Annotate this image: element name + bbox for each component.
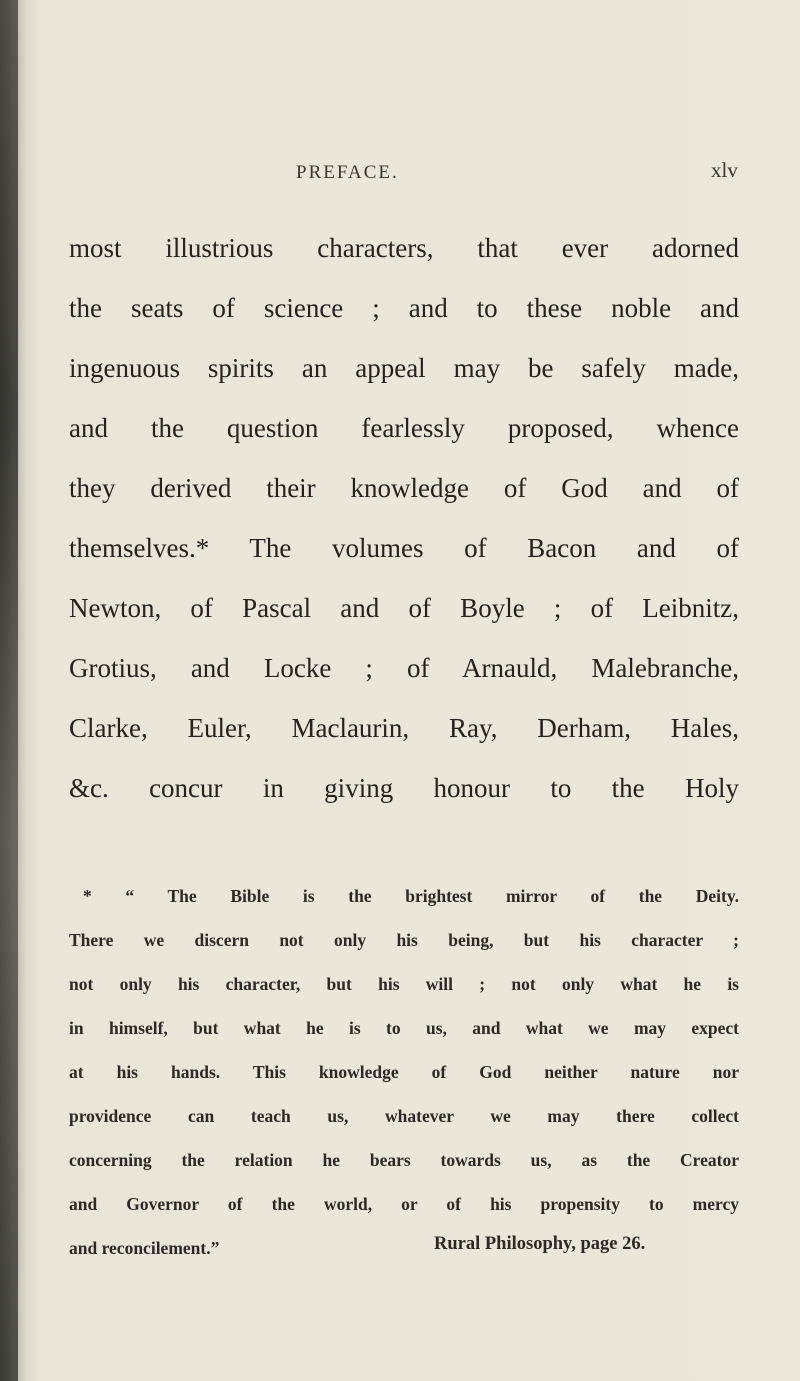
footnote-line: concerning the relation he bears towards us, as the Creator — [69, 1150, 739, 1170]
body-line: and the question fearlessly proposed, whence — [69, 413, 739, 443]
body-line: most illustrious characters, that ever adorned — [69, 233, 739, 263]
binding-gutter — [0, 0, 18, 1381]
body-line: Clarke, Euler, Maclaurin, Ray, Derham, Hales, — [69, 713, 739, 743]
running-head: PREFACE. — [296, 162, 399, 183]
body-line: ingenuous spirits an appeal may be safely made, — [69, 353, 739, 383]
body-line: the seats of science ; and to these noble and — [69, 293, 739, 323]
footnote-line: at his hands. This knowledge of God neither nature nor — [69, 1062, 739, 1082]
body-line: Grotius, and Locke ; of Arnauld, Malebranche, — [69, 653, 739, 683]
footnote-line: There we discern not only his being, but his character ; — [69, 930, 739, 950]
footnote-line: and reconcilement.” — [69, 1238, 220, 1258]
footnote — [69, 874, 739, 1270]
footnote-line: * “ The Bible is the brightest mirror of the Deity. — [83, 886, 739, 906]
body-line: they derived their knowledge of God and of — [69, 473, 739, 503]
body-line: &c. concur in giving honour to the Holy — [69, 773, 739, 803]
footnote-line: providence can teach us, whatever we may there collect — [69, 1106, 739, 1126]
body-line: themselves.* The volumes of Bacon and of — [69, 533, 739, 563]
body-line: Newton, of Pascal and of Boyle ; of Leibnitz, — [69, 593, 739, 623]
page-header — [0, 158, 800, 198]
footnote-line: in himself, but what he is to us, and what we may expect — [69, 1018, 739, 1038]
footnote-line: not only his character, but his will ; not only what he is — [69, 974, 739, 994]
footnote-attribution: Rural Philosophy, page 26. — [434, 1234, 646, 1254]
footnote-line: and Governor of the world, or of his propensity to mercy — [69, 1194, 739, 1214]
body-text — [69, 218, 739, 818]
page-number: xlv — [711, 158, 738, 182]
